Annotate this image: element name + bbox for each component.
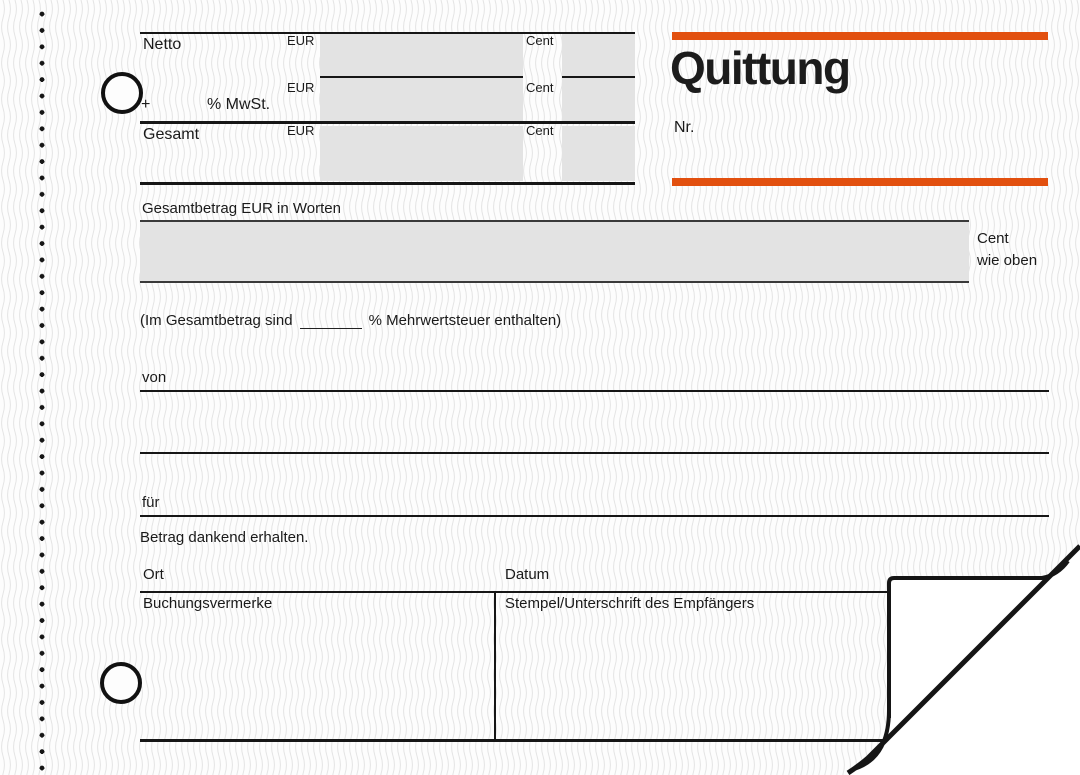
for-field[interactable] — [170, 490, 1045, 514]
stamp-label: Stempel/Unterschrift des Empfängers — [505, 595, 755, 612]
vat-note-prefix: (Im Gesamtbetrag sind — [140, 312, 293, 329]
eur-label-netto: EUR — [287, 33, 315, 48]
vat-rate-field[interactable] — [300, 314, 362, 329]
cent-note-line1: Cent — [977, 230, 1009, 247]
cent-note-line2: wie oben — [977, 252, 1038, 269]
received-note: Betrag dankend erhalten. — [140, 529, 309, 546]
total-label: Gesamt — [143, 126, 200, 143]
punch-hole-top — [101, 72, 143, 114]
vat-note — [140, 312, 561, 329]
netto-vat-cent-field[interactable] — [562, 34, 635, 121]
eur-label-vat: EUR — [287, 80, 315, 95]
from-line-2 — [140, 452, 1049, 454]
for-label: für — [142, 494, 160, 511]
netto-vat-eur-field[interactable] — [320, 34, 523, 121]
perforation-dots — [39, 6, 47, 775]
punch-hole-bottom — [100, 662, 142, 704]
vat-rate-label: % MwSt. — [207, 96, 271, 113]
booking-area[interactable] — [141, 616, 493, 738]
cent-label-vat: Cent — [526, 80, 554, 95]
receipt-number-field[interactable] — [700, 112, 1040, 140]
signature-block-top-rule — [140, 591, 889, 593]
accent-bar-top — [672, 32, 1048, 40]
amount-words-label: Gesamtbetrag EUR in Worten — [142, 200, 341, 217]
netto-row-rule-cent — [562, 76, 635, 78]
from-label: von — [142, 369, 167, 386]
table-bottom-rule — [140, 182, 635, 185]
table-top-rule — [140, 32, 635, 34]
place-label: Ort — [143, 566, 164, 583]
signature-block-divider — [494, 591, 496, 740]
netto-label: Netto — [143, 36, 182, 53]
stamp-area[interactable] — [497, 616, 877, 738]
for-line — [140, 515, 1049, 517]
cent-label-netto: Cent — [526, 33, 554, 48]
vat-plus-sign: + — [141, 96, 151, 113]
date-field[interactable] — [560, 562, 880, 588]
booking-label: Buchungsvermerke — [143, 595, 273, 612]
amount-words-bottom-rule — [140, 281, 969, 283]
date-label: Datum — [505, 566, 550, 583]
place-field[interactable] — [175, 562, 490, 588]
accent-bar-bottom — [672, 178, 1048, 186]
receipt-number-label: Nr. — [674, 119, 695, 136]
cent-label-total: Cent — [526, 123, 554, 138]
netto-row-rule-eur — [320, 76, 523, 78]
page-curl — [846, 542, 1080, 775]
form-title: Quittung — [670, 42, 850, 94]
vat-row-rule — [140, 121, 635, 124]
total-cent-field[interactable] — [562, 126, 635, 181]
total-eur-field[interactable] — [320, 126, 523, 181]
from-field-line1[interactable] — [175, 365, 1045, 389]
vat-note-suffix: % Mehrwertsteuer enthalten) — [368, 312, 562, 329]
from-field-line2[interactable] — [140, 427, 1045, 451]
from-line-1 — [140, 390, 1049, 392]
amount-words-field[interactable] — [140, 222, 969, 281]
signature-block-bottom-rule — [140, 739, 886, 742]
eur-label-total: EUR — [287, 123, 315, 138]
